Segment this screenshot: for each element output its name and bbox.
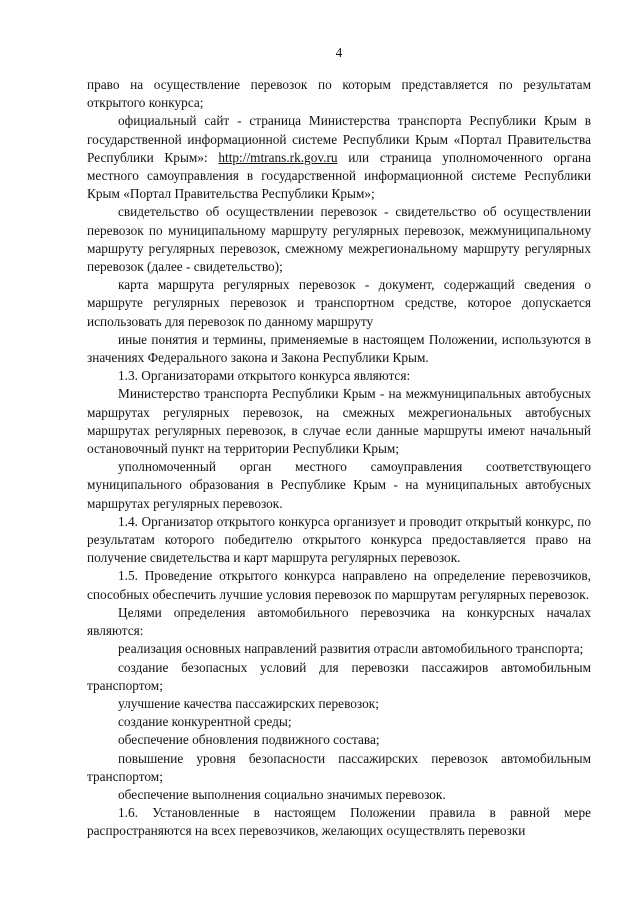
goal-item: улучшение качества пассажирских перевозок; [118, 695, 379, 711]
page-number: 4 [335, 45, 343, 60]
paragraph-1-3-heading: 1.3. Организаторами открытого конкурса являются: [118, 368, 411, 384]
official-site-text: официальный сайт - страница Министерства транспорта Республики Крым в государственной информационной системе Республики Крым «Портал Правительства Республики Крым»: [87, 113, 591, 165]
paragraph-1-6: 1.6. Установленные в настоящем Положении правила в равной мере распространяются на всех перевозчиков, желающих осуществлять перевозки [87, 805, 591, 839]
goal-item: обеспечение обновления подвижного состава; [118, 732, 380, 748]
paragraph-other-terms: иные понятия и термины, применяемые в настоящем Положении, используются в значениях Федерального закона и Закона Республики Крым. [87, 331, 591, 366]
goal-item: создание конкурентной среды; [118, 714, 292, 730]
paragraph-1-4: 1.4. Организатор открытого конкурса организует и проводит открытый конкурс, по результатам которого победителю открытого конкурса предоставляется право на получение свидетельства и карт маршрута регулярных перевозок. [87, 513, 591, 566]
goal-item: повышение уровня безопасности пассажирских перевозок автомобильным транспортом; [87, 750, 591, 784]
goal-item: создание безопасных условий для перевозки пассажиров автомобильным транспортом; [87, 659, 591, 693]
goal-item: реализация основных направлений развития отрасли автомобильного транспорта; [118, 641, 584, 657]
paragraph-1-5: 1.5. Проведение открытого конкурса направлено на определение перевозчиков, способных обеспечить лучшие условия перевозок по маршрутам регулярных перевозок. [87, 568, 591, 602]
paragraph-certificate: свидетельство об осуществлении перевозок - свидетельство об осуществлении перевозок по муниципальному маршруту регулярных перевозок, межмуниципальному маршруту регулярных перевозок, смежному межрегиональному маршруту регулярных перевозок (далее - свидетельство); [87, 204, 591, 275]
paragraph-ministry-organizer: Министерство транспорта Республики Крым - на межмуниципальных автобусных маршрутах регулярных перевозок, на смежных межрегиональных автобусных маршрутах регулярных перевозок, в случае если данные маршруты имеют начальный остановочный пункт на территории Республики Крым; [87, 386, 591, 457]
paragraph-official-site [87, 112, 591, 203]
goal-item: обеспечение выполнения социально значимых перевозок. [118, 786, 446, 802]
paragraph-goals-intro: Целями определения автомобильного перевозчика на конкурсных началах являются: [87, 604, 591, 639]
ministry-site-link[interactable]: http://mtrans.rk.gov.ru [218, 149, 338, 165]
paragraph-local-organizer: уполномоченный орган местного самоуправления соответствующего муниципального образования в Республике Крым - на муниципальных автобусных маршрутах регулярных перевозок. [87, 459, 591, 511]
paragraph-transport-right: право на осуществление перевозок по которым представляется по результатам открытого конкурса; [87, 77, 591, 111]
official-site-text-continued: или страница уполномоченного органа местного самоуправления в государственной информационной системе Республики Крым «Портал Правительства Республики Крым»; [87, 149, 592, 202]
paragraph-route-map: карта маршрута регулярных перевозок - документ, содержащий сведения о маршруте регулярных перевозок и транспортном средстве, которое допускается использовать для перевозок по данному маршруту [87, 277, 591, 329]
